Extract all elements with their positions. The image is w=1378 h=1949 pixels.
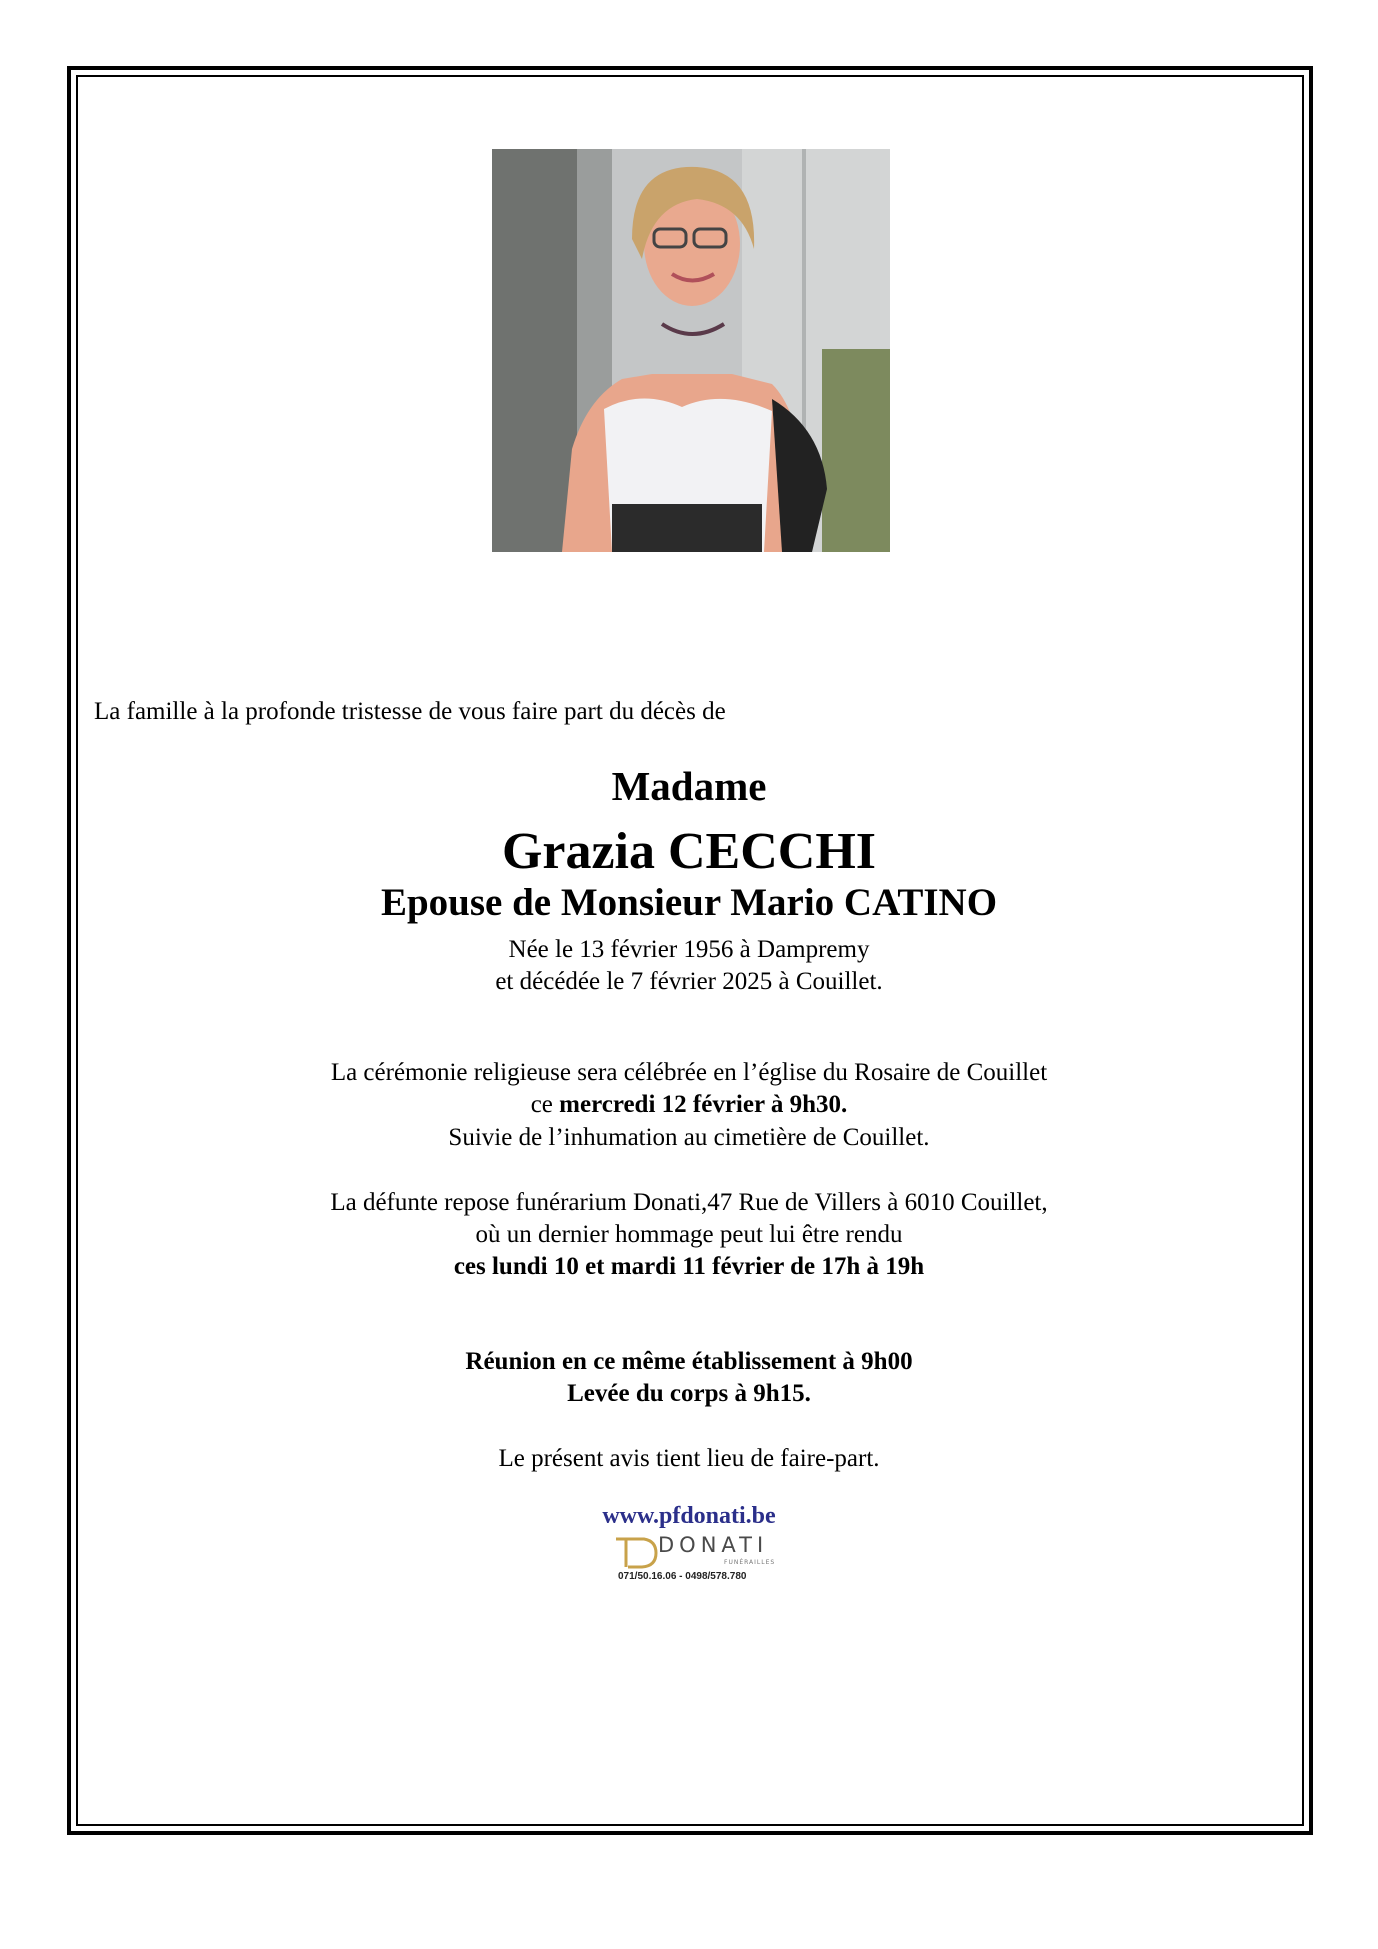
ceremony-line-2 <box>0 1091 1378 1119</box>
logo-phones: 071/50.16.06 - 0498/578.780 <box>618 1571 747 1582</box>
death-line: et décédée le 7 février 2025 à Couillet. <box>495 968 883 995</box>
logo-wordmark: DONATI <box>658 1533 769 1557</box>
deceased-name: Grazia CECCHI <box>501 823 877 880</box>
ceremony-line-1: La cérémonie religieuse sera célébrée en l’église du Rosaire de Couillet <box>330 1059 1048 1086</box>
meeting-line-1: Réunion en ce même établissement à 9h00 <box>465 1348 913 1375</box>
meeting-line-2: Levée du corps à 9h15. <box>567 1380 811 1407</box>
ceremony-date: mercredi 12 février à 9h30. <box>559 1091 848 1118</box>
ceremony-line-3: Suivie de l’inhumation au cimetière de Couillet. <box>448 1124 930 1151</box>
rest-line-2: où un dernier hommage peut lui être rendu <box>475 1221 903 1248</box>
donati-logo <box>614 1533 774 1585</box>
logo-subtitle: FUNÉRAILLES <box>724 1559 776 1566</box>
birth-line: Née le 13 février 1956 à Dampremy <box>508 936 870 963</box>
visiting-hours: ces lundi 10 et mardi 11 février de 17h à 19h <box>453 1253 925 1280</box>
ceremony-prefix: ce <box>530 1091 560 1118</box>
donati-monogram-icon <box>614 1535 660 1569</box>
rest-line-1: La défunte repose funérarium Donati,47 Rue de Villers à 6010 Couillet, <box>330 1189 1048 1216</box>
notice-text: Le présent avis tient lieu de faire-part. <box>498 1445 880 1472</box>
deceased-title: Madame <box>611 763 767 809</box>
intro-text: La famille à la profonde tristesse de vous faire part du décès de <box>94 698 726 725</box>
spouse-line: Epouse de Monsieur Mario CATINO <box>380 881 998 924</box>
website-link[interactable]: www.pfdonati.be <box>602 1503 776 1529</box>
portrait-photo <box>492 149 890 552</box>
